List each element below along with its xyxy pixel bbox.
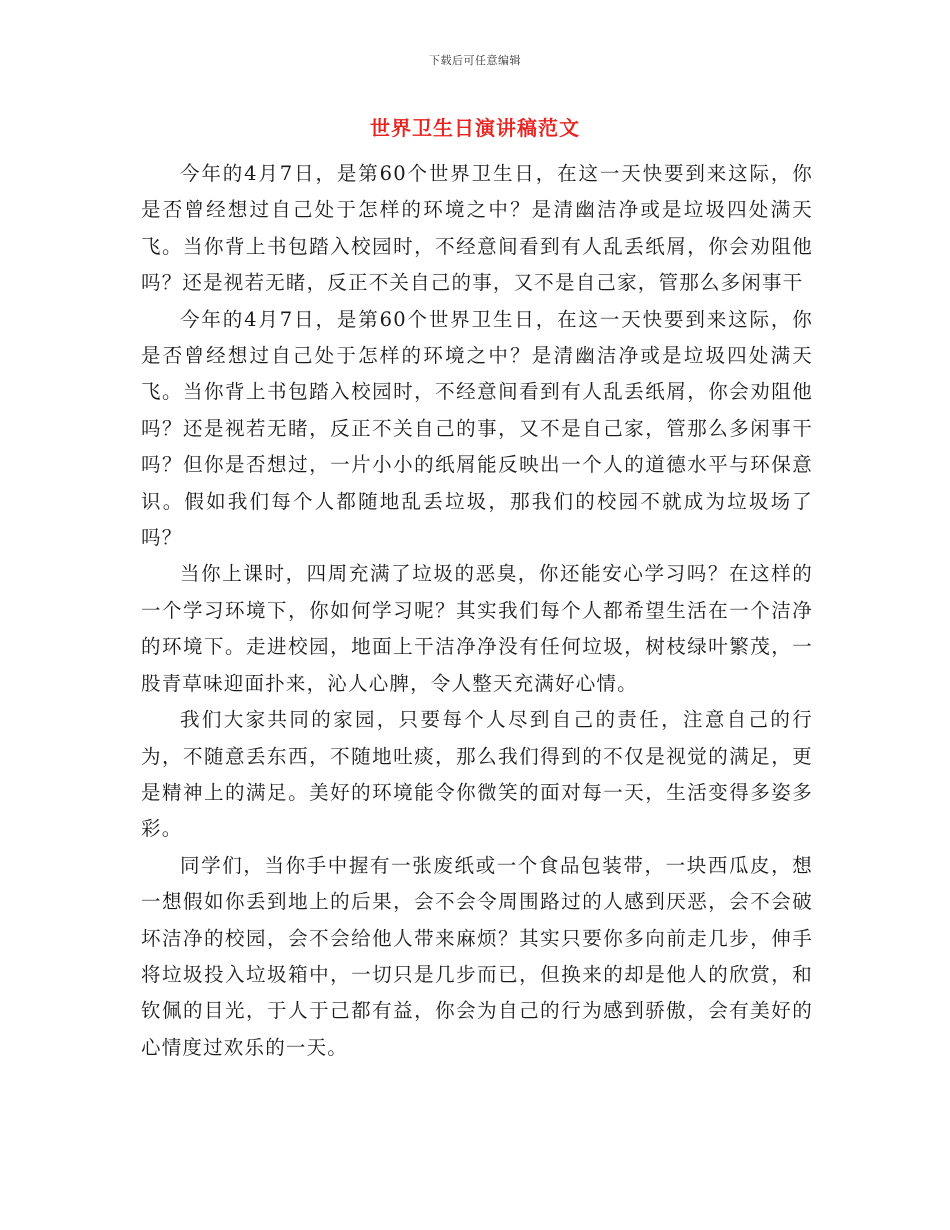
document-title: 世界卫生日演讲稿范文 (370, 116, 580, 140)
paragraph-1: 今年的4月7日，是第60个世界卫生日，在这一天快要到来这际，你是否曾经想过自己处于怎样的环境之中？是清幽洁净或是垃圾四处满天飞。当你背上书包踏入校园时，不经意间看到有人乱丢纸屑，你会劝阻他吗？还是视若无睹，反正不关自己的事，又不是自己家，管那么多闲事干 (141, 162, 813, 295)
paragraph-2: 今年的4月7日，是第60个世界卫生日，在这一天快要到来这际，你是否曾经想过自己处于怎样的环境之中？是清幽洁净或是垃圾四处满天飞。当你背上书包踏入校园时，不经意间看到有人乱丢纸屑，你会劝阻他吗？还是视若无睹，反正不关自己的事，又不是自己家，管那么多闲事干吗？但你是否想过，一片小小的纸屑能反映出一个人的道德水平与环保意识。假如我们每个人都随地乱丢垃圾，那我们的校园不就成为垃圾场了吗？ (141, 307, 813, 550)
paragraph-3: 当你上课时，四周充满了垃圾的恶臭，你还能安心学习吗？在这样的一个学习环境下，你如何学习呢？其实我们每个人都希望生活在一个洁净的环境下。走进校园，地面上干洁净净没有任何垃圾，树枝绿叶繁茂，一股青草味迎面扑来，沁人心脾，令人整天充满好心情。 (141, 562, 813, 695)
paragraph-4: 我们大家共同的家园，只要每个人尽到自己的责任，注意自己的行为，不随意丢东西，不随地吐痰，那么我们得到的不仅是视觉的满足，更是精神上的满足。美好的环境能令你微笑的面对每一天，生活变得多姿多彩。 (141, 708, 813, 841)
document-body (141, 156, 813, 1066)
page-header: 下载后可任意编辑 (429, 54, 521, 67)
paragraph-5: 同学们，当你手中握有一张废纸或一个食品包装带，一块西瓜皮，想一想假如你丢到地上的后果，会不会令周围路过的人感到厌恶，会不会破坏洁净的校园，会不会给他人带来麻烦？其实只要你多向前走几步，伸手将垃圾投入垃圾箱中，一切只是几步而已，但换来的却是他人的欣赏，和钦佩的目光，于人于己都有益，你会为自己的行为感到骄傲，会有美好的心情度过欢乐的一天。 (141, 853, 813, 1059)
